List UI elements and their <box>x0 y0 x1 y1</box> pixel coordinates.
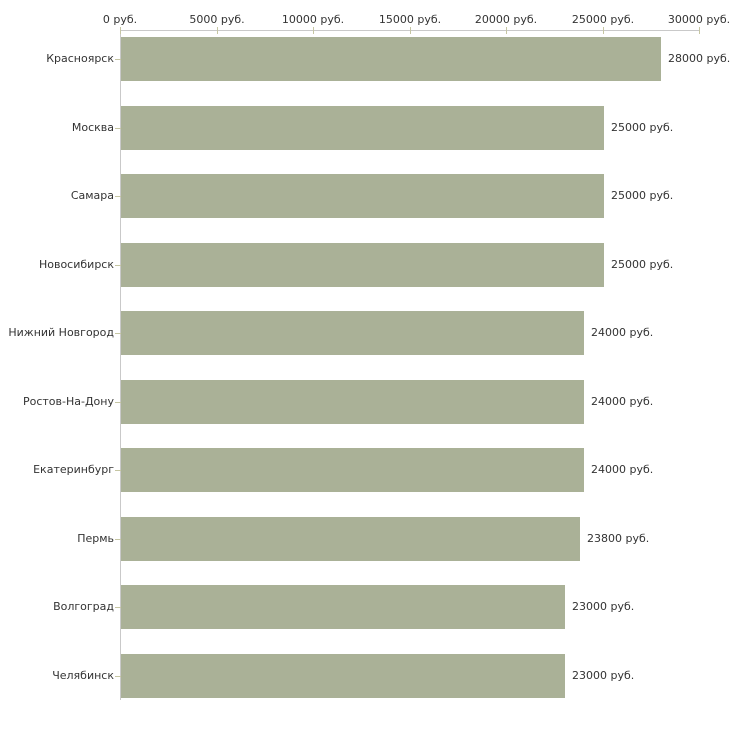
category-label: Челябинск <box>52 669 114 682</box>
bar <box>121 174 604 218</box>
bar <box>121 106 604 150</box>
bar <box>121 380 584 424</box>
x-axis-tick-label: 5000 руб. <box>189 13 245 26</box>
x-axis-tick <box>313 27 314 34</box>
bar <box>121 654 565 698</box>
x-axis-tick <box>410 27 411 34</box>
x-axis-tick-label: 30000 руб. <box>667 13 730 26</box>
x-axis-tick-label: 15000 руб. <box>378 13 442 26</box>
value-label: 25000 руб. <box>611 121 674 134</box>
x-axis-tick <box>603 27 604 34</box>
category-label: Волгоград <box>53 600 114 613</box>
category-label: Москва <box>71 121 114 134</box>
x-axis-tick-label: 10000 руб. <box>281 13 345 26</box>
x-axis-tick-label: 0 руб. <box>102 13 138 26</box>
value-label: 25000 руб. <box>611 258 674 271</box>
value-label: 25000 руб. <box>611 189 674 202</box>
value-label: 28000 руб. <box>668 52 730 65</box>
value-label: 24000 руб. <box>591 395 654 408</box>
category-label: Пермь <box>77 532 114 545</box>
category-label: Новосибирск <box>38 258 114 271</box>
bar <box>121 37 661 81</box>
x-axis-tick-label: 25000 руб. <box>571 13 635 26</box>
bar <box>121 517 580 561</box>
x-axis-tick <box>217 27 218 34</box>
bar <box>121 311 584 355</box>
category-label: Ростов-На-Дону <box>22 395 114 408</box>
bar <box>121 243 604 287</box>
x-axis-tick-label: 20000 руб. <box>474 13 538 26</box>
x-axis-tick <box>120 27 121 34</box>
category-label: Самара <box>70 189 114 202</box>
value-label: 23800 руб. <box>587 532 650 545</box>
value-label: 23000 руб. <box>572 600 635 613</box>
value-label: 24000 руб. <box>591 326 654 339</box>
value-label: 24000 руб. <box>591 463 654 476</box>
category-label: Нижний Новгород <box>8 326 114 339</box>
bar <box>121 448 584 492</box>
bar <box>121 585 565 629</box>
category-label: Екатеринбург <box>33 463 114 476</box>
category-label: Красноярск <box>46 52 114 65</box>
value-label: 23000 руб. <box>572 669 635 682</box>
x-axis-tick <box>506 27 507 34</box>
x-axis-tick <box>699 27 700 34</box>
